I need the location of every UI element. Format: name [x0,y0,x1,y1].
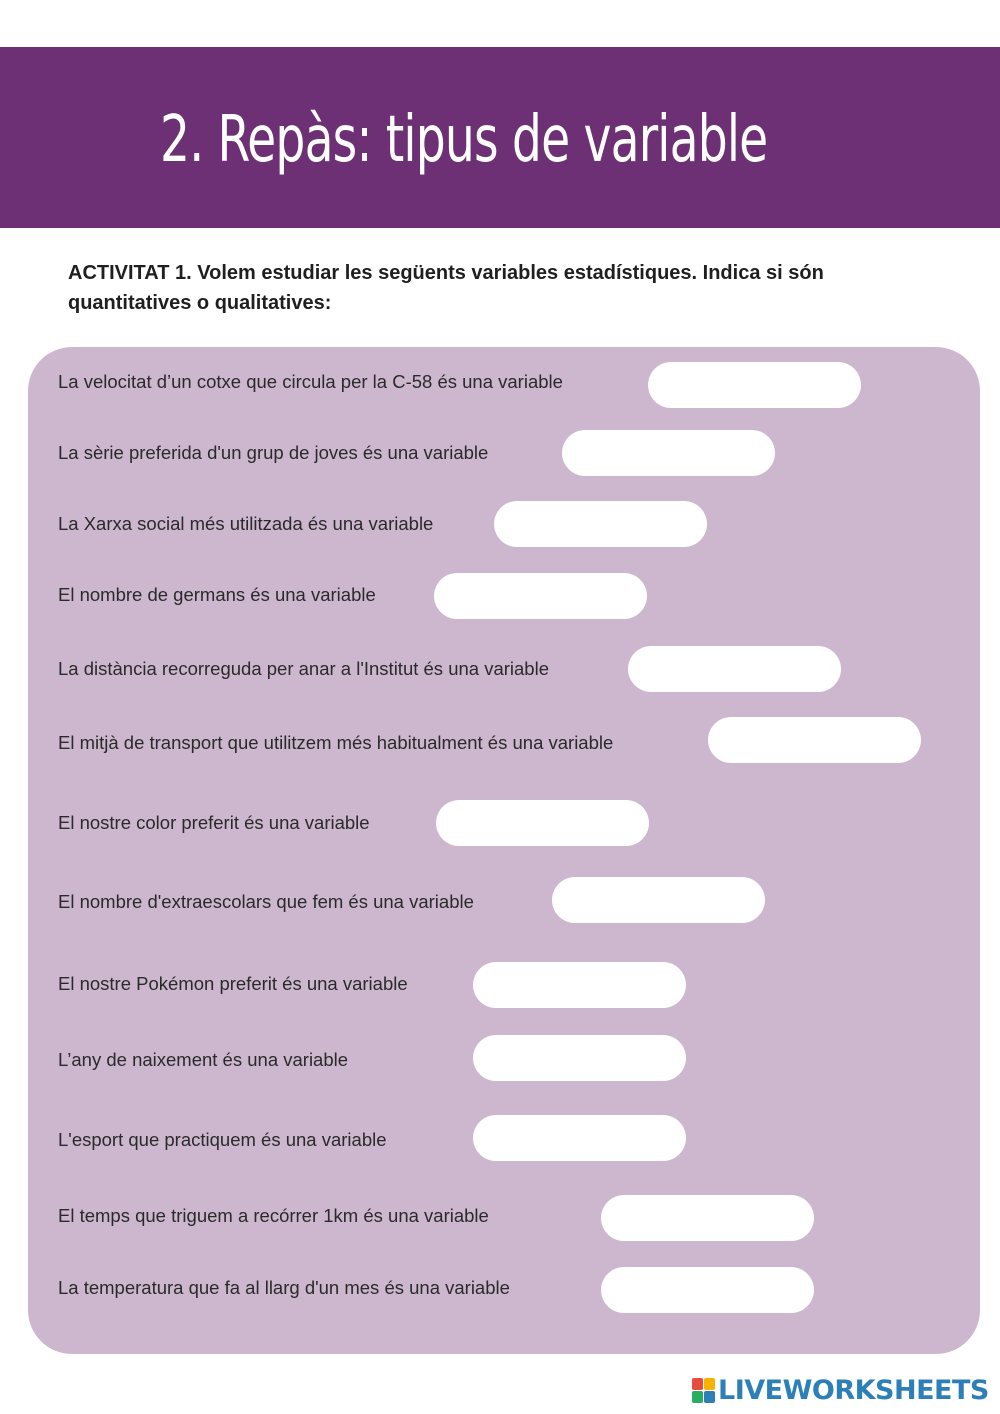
answer-input[interactable] [473,1115,686,1161]
question-text: El nombre de germans és una variable [58,584,376,605]
answer-input[interactable] [628,646,841,692]
answer-input[interactable] [708,717,921,763]
question-text: La velocitat d’un cotxe que circula per la C-58 és una variable [58,371,563,392]
answer-input[interactable] [562,430,775,476]
answer-input[interactable] [494,501,707,547]
answer-input[interactable] [648,362,861,408]
question-text: La temperatura que fa al llarg d'un mes és una variable [58,1277,510,1298]
question-text: L’any de naixement és una variable [58,1049,349,1070]
question-text: El mitjà de transport que utilitzem més habitualment és una variable [58,732,614,753]
question-text: El nostre Pokémon preferit és una variable [58,973,408,994]
liveworksheets-logo-icon [692,1378,714,1402]
liveworksheets-brand [692,1374,989,1406]
answer-input[interactable] [552,877,765,923]
question-text: La distància recorreguda per anar a l'Institut és una variable [58,658,549,679]
answer-input[interactable] [436,800,649,846]
question-text: El nombre d'extraescolars que fem és una variable [58,891,474,912]
answer-input[interactable] [601,1267,814,1313]
answer-input[interactable] [473,962,686,1008]
page-title: 2. Repàs: tipus de variable [160,103,768,177]
question-text: La sèrie preferida d'un grup de joves és una variable [58,442,489,463]
question-text: El temps que triguem a recórrer 1km és una variable [58,1205,489,1226]
answer-input[interactable] [434,573,647,619]
activity-instructions: ACTIVITAT 1. Volem estudiar les següents variables estadístiques. Indica si són quantitatives o qualitatives: [68,262,824,314]
answer-input[interactable] [601,1195,814,1241]
question-text: El nostre color preferit és una variable [58,812,370,833]
question-text: L'esport que practiquem és una variable [58,1129,387,1150]
answer-input[interactable] [473,1035,686,1081]
question-text: La Xarxa social més utilitzada és una variable [58,513,434,534]
questions-panel [28,347,980,1354]
brand-name: LIVEWORKSHEETS [718,1374,989,1406]
